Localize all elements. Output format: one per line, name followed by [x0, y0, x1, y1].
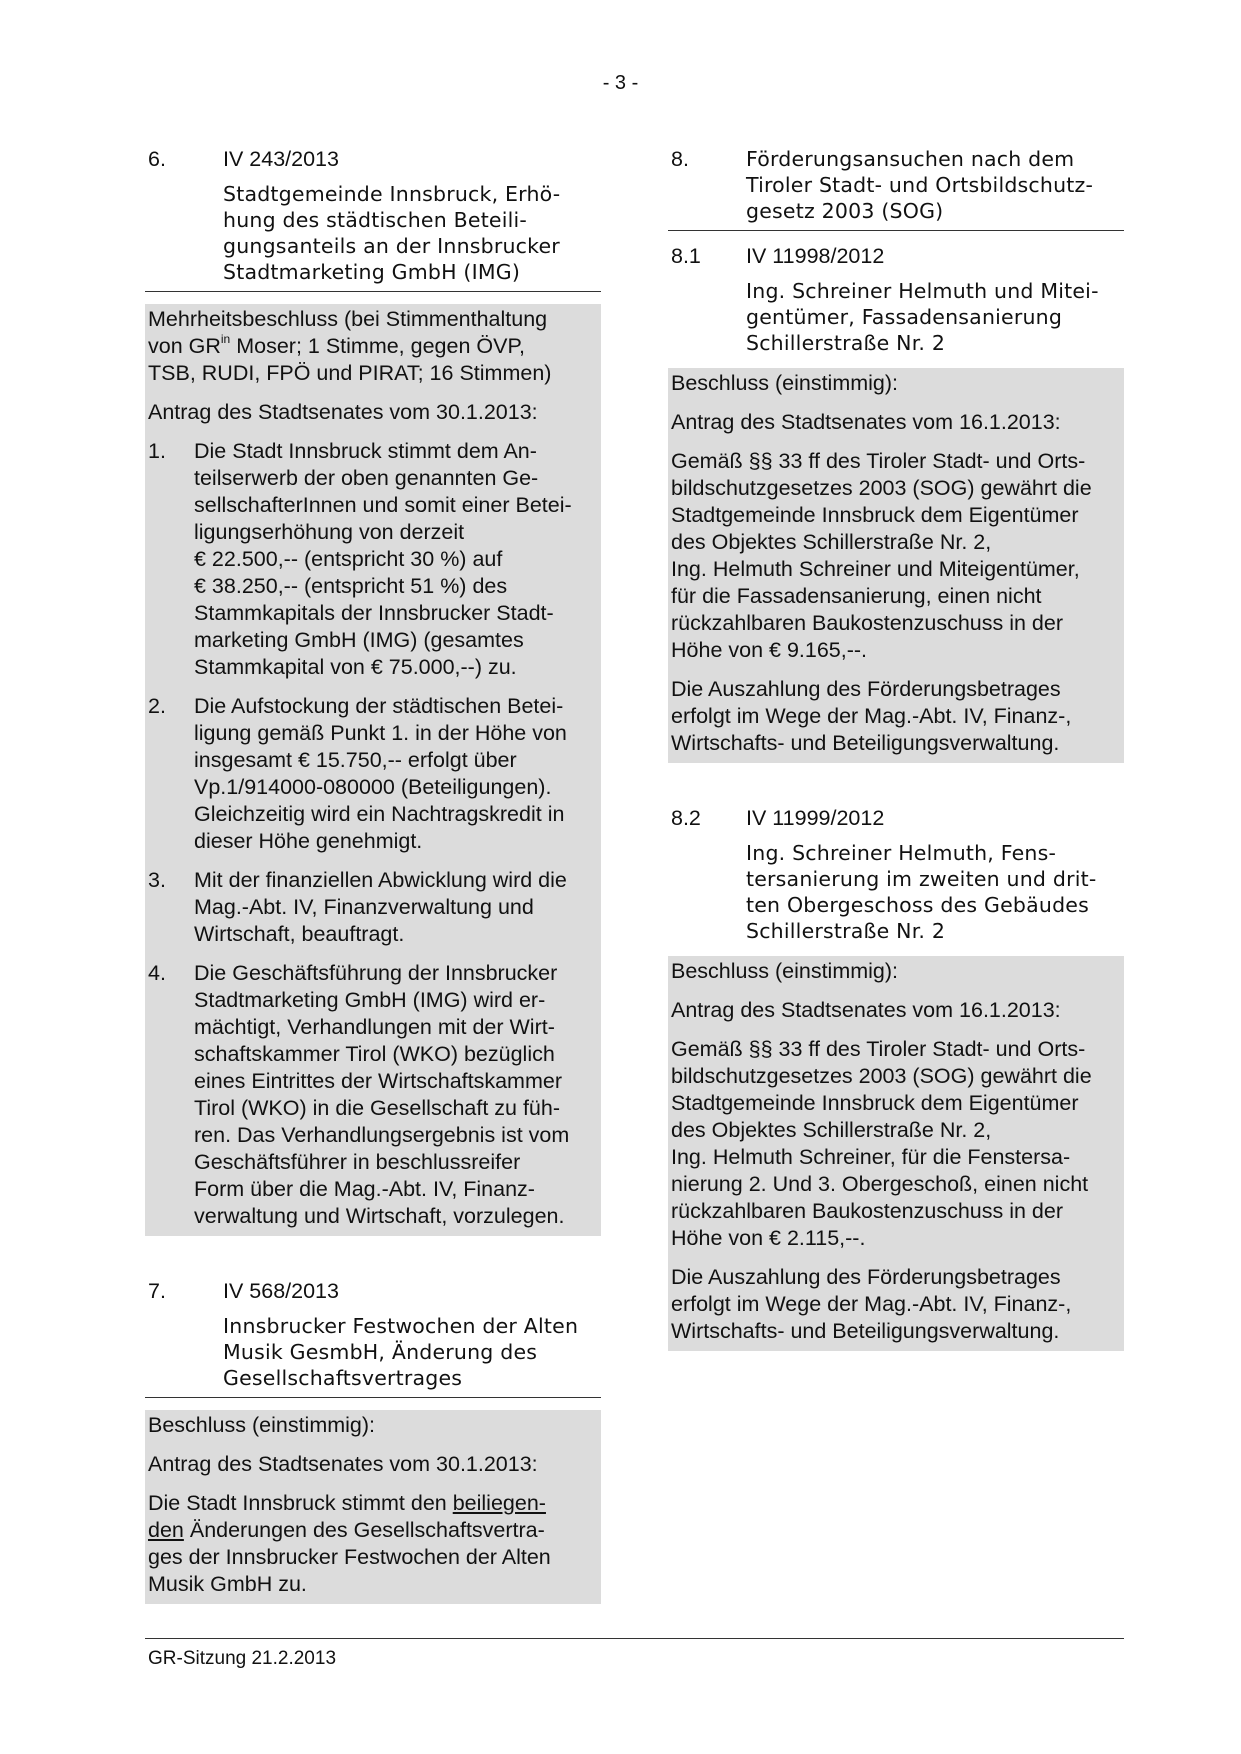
payout-text: Die Auszahlung des Förderungsbetrages erfolgt im Wege der Mag.-Abt. IV, Finanz-, Wirtschafts- und Beteiligungsverwaltung. [671, 677, 1072, 755]
item-title: Stadtgemeinde Innsbruck, Erhö- hung des städtischen Beteili- gungsanteils an der Innsbrucker Stadtmarketing GmbH (IMG) [223, 182, 561, 284]
right-column [668, 146, 1124, 1351]
item-number: 7. [148, 1279, 166, 1303]
vote-result: Mehrheitsbeschluss (bei Stimmenthaltung von $GR^{in}$ Moser; 1 Stimme, gegen ÖVP, TSB, RUDI, FPÖ und PIRAT; 16 Stimmen) [148, 307, 552, 385]
motion-date: Antrag des Stadtsenates vom 30.1.2013: [148, 400, 538, 424]
item-code: IV 243/2013 [223, 147, 339, 171]
item-number: 6. [148, 147, 166, 171]
item-8-1-resolution [668, 368, 1124, 763]
item-8-2-header [668, 805, 1124, 944]
motion-date: Antrag des Stadtsenates vom 16.1.2013: [671, 998, 1061, 1022]
resolution-points [148, 438, 598, 1230]
list-item: 4. Die Geschäftsführung der Innsbrucker Stadtmarketing GmbH (IMG) wird er- mächtigt, Verhandlungen mit der Wirt- schaftskammer Tirol (WKO) bezüglich eines Eintrittes der Wirtschaftskammer Tirol (WKO) in die Gesellschaft zu füh- ren. Das Verhandlungsergebnis ist vom Geschäftsführer in beschlussreifer Form über die Mag.-Abt. IV, Finanz- verwaltung und Wirtschaft, vorzulegen. [148, 961, 570, 1228]
resolution-text: Gemäß §§ 33 ff des Tiroler Stadt- und Orts- bildschutzgesetzes 2003 (SOG) gewährt die Stadtgemeinde Innsbruck dem Eigentümer des Objektes Schillerstraße Nr. 2, Ing. Helmuth Schreiner, für die Fenstersa- nierung 2. Und 3. Obergeschoß, einen nicht rückzahlbaren Baukostenzuschuss in der Höhe von € 2.115,--. [671, 1037, 1092, 1250]
item-7-resolution [145, 1410, 601, 1604]
footer-divider [145, 1638, 1124, 1639]
vote-result: Beschluss (einstimmig): [671, 371, 898, 395]
resolution-text: Gemäß §§ 33 ff des Tiroler Stadt- und Orts- bildschutzgesetzes 2003 (SOG) gewährt die Stadtgemeinde Innsbruck dem Eigentümer des Objektes Schillerstraße Nr. 2, Ing. Helmuth Schreiner und Miteigentümer, für die Fassadensanierung, einen nicht rückzahlbaren Baukostenzuschuss in der Höhe von € 9.165,--. [671, 449, 1092, 662]
left-column [145, 146, 601, 1604]
footer-text: GR-Sitzung 21.2.2013 [148, 1648, 337, 1669]
item-title: Ing. Schreiner Helmuth und Mitei- gentümer, Fassadensanierung Schillerstraße Nr. 2 [746, 279, 1099, 355]
item-title: Innsbrucker Festwochen der Alten Musik GesmbH, Änderung des Gesellschaftsvertrages [223, 1314, 579, 1390]
list-item: 2. Die Aufstockung der städtischen Betei- ligung gemäß Punkt 1. in der Höhe von insgesamt € 15.750,-- erfolgt über Vp.1/914000-080000 (Beteiligungen). Gleichzeitig wird ein Nachtragskredit in dieser Höhe genehmigt. [148, 694, 567, 853]
item-number: 8.2 [671, 806, 701, 830]
item-6-header [145, 146, 601, 285]
motion-date: Antrag des Stadtsenates vom 30.1.2013: [148, 1452, 538, 1476]
item-code: IV 568/2013 [223, 1279, 339, 1303]
item-code: IV 11999/2012 [746, 806, 885, 830]
item-8-1-header [668, 243, 1124, 356]
item-6-resolution [145, 304, 601, 1236]
vote-result: Beschluss (einstimmig): [671, 959, 898, 983]
item-code: IV 11998/2012 [746, 244, 885, 268]
item-title: Ing. Schreiner Helmuth, Fens- tersanierung im zweiten und drit- ten Obergeschoss des Gebäudes Schillerstraße Nr. 2 [746, 841, 1097, 943]
payout-text: Die Auszahlung des Förderungsbetrages erfolgt im Wege der Mag.-Abt. IV, Finanz-, Wirtschafts- und Beteiligungsverwaltung. [671, 1265, 1072, 1343]
vote-result: Beschluss (einstimmig): [148, 1413, 375, 1437]
list-item: 1. Die Stadt Innsbruck stimmt dem An- teilserwerb der oben genannten Ge- sellschafterInnen und somit einer Betei- ligungserhöhung von derzeit € 22.500,-- (entspricht 30 %) auf € 38.250,-- (entspricht 51 %) des Stammkapitals der Innsbrucker Stadt- marketing GmbH (IMG) (gesamtes Stammkapital von € 75.000,--) zu. [148, 439, 572, 679]
item-8-header [668, 146, 1124, 224]
list-item: 3. Mit der finanziellen Abwicklung wird die Mag.-Abt. IV, Finanzverwaltung und Wirtschaft, beauftragt. [148, 868, 567, 946]
page-number: - 3 - [602, 72, 639, 94]
item-title: Förderungsansuchen nach dem Tiroler Stadt- und Ortsbildschutz- gesetz 2003 (SOG) [746, 147, 1094, 223]
motion-date: Antrag des Stadtsenates vom 16.1.2013: [671, 410, 1061, 434]
resolution-text: Die Stadt Innsbruck stimmt den beiliegen- den Änderungen des Gesellschaftsvertra- ges der Innsbrucker Festwochen der Alten Musik GmbH zu. [148, 1491, 551, 1596]
item-number: 8.1 [671, 244, 701, 268]
item-number: 8. [671, 147, 689, 171]
item-8-2-resolution [668, 956, 1124, 1351]
item-7-header [145, 1278, 601, 1391]
